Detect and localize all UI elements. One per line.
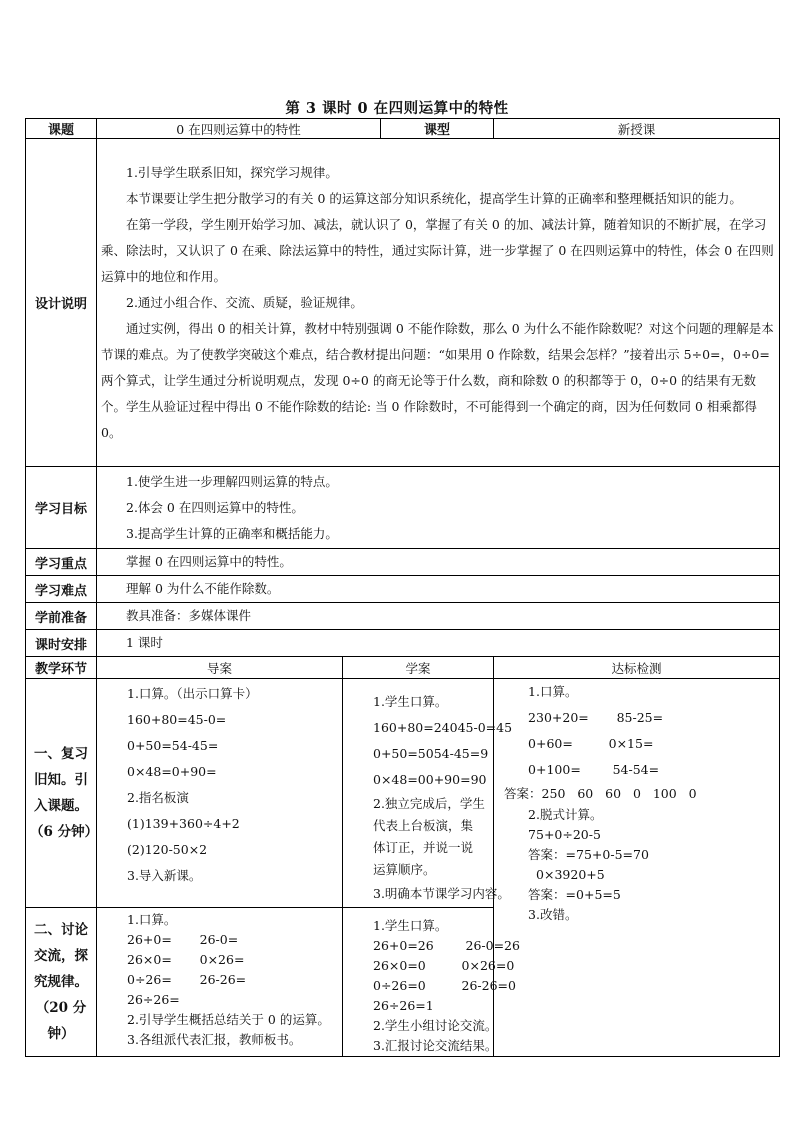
guide-line: 1.口算。 [127,912,177,927]
guide-line: 3.各组派代表汇报，教师板书。 [127,1032,302,1047]
guide-line: 2.指名板演 [127,790,189,805]
prep-label: 学前准备 [26,603,97,630]
goals-text [97,467,780,549]
check-header: 达标检测 [494,657,780,679]
guide-line: 3.导入新课。 [127,868,202,883]
guide-line: 26+0= 26-0= [127,932,239,947]
guide-line: 160+80=45-0= [127,712,227,727]
check-line: 0×3920+5 [536,867,605,882]
study-line: 2.独立完成后，学生代表上台板演，集体订正，并说一说运算顺序。 [373,796,485,877]
guide-header: 导案 [97,657,343,679]
section-1-study [343,679,513,908]
check-line: 75+0÷20-5 [528,827,601,842]
design-paragraph: 通过实例，得出 0 的相关计算，教材中特别强调 0 不能作除数，那么 0 为什么不能作除数呢？对这个问题的理解是本节课的难点。为了使教学突破这个难点，结合教材提出问题：“如果用 0 作除数，结果会怎样？”接着出示 5÷0=，0÷0=两个算式，让学生通过分析说明观点，发现 0÷0 的商无论等于什么数，商和除数 0 的积都等于 0，0÷0 的结果有无数个。学生从验证过程中得出 0 不能作除数的结论: 当 0 作除数时，不可能得到一个确定的商，因为任何数同 0 相乘都得 0。 [101,320,774,440]
goal-item: 2.体会 0 在四则运算中的特性。 [126,499,304,515]
study-line: 1.学生口算。 [373,694,448,709]
study-line: 26÷26=1 [373,998,434,1013]
schedule-label: 课时安排 [26,630,97,657]
guide-line: 1.口算。（出示口算卡） [127,686,258,701]
check-line: 答案：=75+0-5=70 [528,847,649,862]
design-label: 设计说明 [26,139,97,467]
study-line: 160+80=24045-0=45 [373,720,513,735]
section-2-label: 二、讨论交流，探究规律。（20 分钟） [26,908,97,1057]
study-line: 0+50=5054-45=9 [373,746,489,761]
study-line: 26+0=26 26-0=26 [373,938,520,953]
goal-item: 3.提高学生计算的正确率和概括能力。 [126,525,338,541]
check-line: 答案：=0+5=5 [528,887,621,902]
check-line: 3.改错。 [528,907,578,922]
study-line: 1.学生口算。 [373,918,448,933]
study-line: 0÷26=0 26-26=0 [373,978,516,993]
design-paragraph: 本节课要让学生把分散学习的有关 0 的运算这部分知识系统化，提高学生计算的正确率和整理概括知识的能力。 [126,190,742,206]
difficulty-label: 学习难点 [26,576,97,603]
design-paragraph: 在第一学段，学生刚开始学习加、减法，就认识了 0，掌握了有关 0 的加、减法计算，随着知识的不断扩展，在学习乘、除法时，又认识了 0 在乘、除法运算中的特性，通过实际计算，进一步掌握了 0 在四则运算中的特性，体会 0 在四则运算中的地位和作用。 [101,216,774,284]
focus-label: 学习重点 [26,549,97,576]
lesson-plan-table [25,118,779,1057]
check-line: 1.口算。 [528,684,578,699]
process-label: 教学环节 [26,657,97,679]
guide-line: (1)139+360÷4+2 [127,816,240,831]
design-paragraph: 2.通过小组合作、交流、质疑，验证规律。 [126,294,363,310]
check-line: 2.脱式计算。 [528,807,603,822]
study-line: 2.学生小组讨论交流。 [373,1018,498,1033]
section-2-study [343,908,520,1057]
type-value: 新授课 [494,119,780,139]
study-header: 学案 [343,657,494,679]
design-text [97,139,780,467]
section-1-guide [97,679,343,908]
guide-line: 0×48=0+90= [127,764,217,779]
study-line: 0×48=00+90=90 [373,772,487,787]
goals-label: 学习目标 [26,467,97,549]
schedule-value: 1 课时 [126,635,163,650]
guide-line: 26÷26= [127,992,180,1007]
study-line: 26×0=0 0×26=0 [373,958,515,973]
design-paragraph: 1.引导学生联系旧知，探究学习规律。 [126,164,338,180]
guide-line: 0+50=54-45= [127,738,219,753]
guide-line: 2.引导学生概括总结关于 0 的运算。 [127,1012,330,1027]
guide-line: 26×0= 0×26= [127,952,245,967]
page-title: 第 3 课时 0 在四则运算中的特性 [285,100,509,117]
section-1-label: 一、复习旧知。引入课题。（6 分钟） [26,679,97,908]
check-line: 答案：250 60 60 0 100 0 [504,786,697,801]
check-line: 0+100= 54-54= [528,762,660,777]
guide-line: 0÷26= 26-26= [127,972,247,987]
prep-value: 教具准备：多媒体课件 [126,608,252,623]
check-line: 230+20= 85-25= [528,710,664,725]
study-line: 3.明确本节课学习内容。 [373,886,510,901]
study-line: 3.汇报讨论交流结果。 [373,1038,498,1053]
type-label: 课型 [381,119,494,139]
section-2-guide [97,908,343,1057]
topic-value: 0 在四则运算中的特性 [97,119,381,139]
topic-label: 课题 [26,119,97,139]
goal-item: 1.使学生进一步理解四则运算的特点。 [126,473,338,489]
check-line: 0+60= 0×15= [528,736,654,751]
guide-line: (2)120-50×2 [127,842,208,857]
focus-value: 掌握 0 在四则运算中的特性。 [126,554,292,569]
check-column [494,679,780,1057]
difficulty-value: 理解 0 为什么不能作除数。 [126,581,280,596]
